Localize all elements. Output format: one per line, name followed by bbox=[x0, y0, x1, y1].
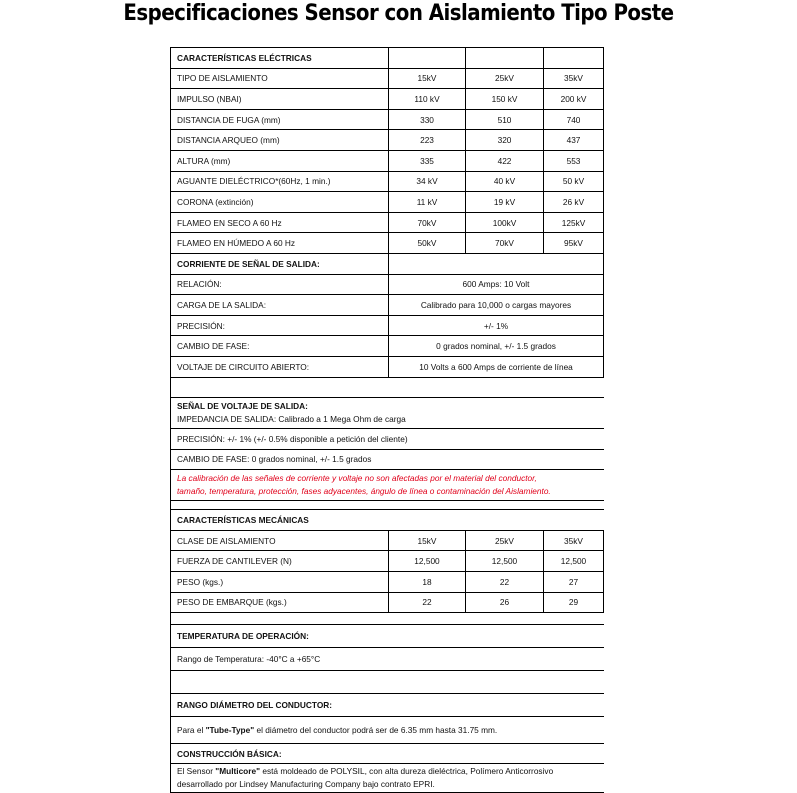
row-label: DISTANCIA DE FUGA (mm) bbox=[171, 109, 389, 130]
value-15kv: 330 bbox=[389, 109, 466, 130]
specifications-table bbox=[170, 47, 604, 793]
value-35kv: 125kV bbox=[544, 212, 604, 233]
electrical-row bbox=[171, 89, 604, 110]
voltage-phase-row bbox=[171, 449, 604, 470]
construction-header-row bbox=[171, 744, 604, 764]
row-value: 10 Volts a 600 Amps de corriente de línea bbox=[389, 356, 604, 377]
voltage-precision-row bbox=[171, 429, 604, 450]
value-25kv: 19 kV bbox=[466, 192, 544, 213]
current-signal-row bbox=[171, 356, 604, 377]
value-25kv: 26 bbox=[466, 592, 544, 613]
calibration-note-line2: tamaño, temperatura, protección, fases adyacentes, ángulo de línea o contaminación del Aislamiento. bbox=[177, 486, 551, 497]
mechanical-row bbox=[171, 592, 604, 613]
voltage-phase: CAMBIO DE FASE: 0 grados nominal, +/- 1.5 grados bbox=[171, 449, 604, 470]
temperature-range-row bbox=[171, 648, 604, 671]
value-15kv: 223 bbox=[389, 130, 466, 151]
row-label: FLAMEO EN HÚMEDO A 60 Hz bbox=[171, 233, 389, 254]
construction-text: El Sensor "Multicore" está moldeado de POLYSIL, con alta dureza dieléctrica, Polímero Anticorrosivo desarrollado por Lindsey Manufacturing Company bajo contrato EPRI. bbox=[171, 764, 604, 793]
value-15kv: 12,500 bbox=[389, 551, 466, 572]
current-signal-row bbox=[171, 315, 604, 336]
row-label: CAMBIO DE FASE: bbox=[171, 336, 389, 357]
current-signal-row bbox=[171, 336, 604, 357]
temperature-header-row bbox=[171, 625, 604, 648]
current-signal-row bbox=[171, 274, 604, 295]
value-25kv: 510 bbox=[466, 109, 544, 130]
value-25kv: 25kV bbox=[466, 530, 544, 551]
mechanical-row bbox=[171, 551, 604, 572]
row-value: 0 grados nominal, +/- 1.5 grados bbox=[389, 336, 604, 357]
value-35kv: 29 bbox=[544, 592, 604, 613]
row-label: FUERZA DE CANTILEVER (N) bbox=[171, 551, 389, 572]
mechanical-header-row bbox=[171, 510, 604, 531]
value-35kv: 740 bbox=[544, 109, 604, 130]
electrical-row bbox=[171, 150, 604, 171]
mechanical-rows bbox=[171, 530, 604, 612]
construction-text-row bbox=[171, 764, 604, 793]
value-25kv: 25kV bbox=[466, 68, 544, 89]
value-15kv: 15kV bbox=[389, 530, 466, 551]
value-15kv: 11 kV bbox=[389, 192, 466, 213]
row-label: PESO (kgs.) bbox=[171, 572, 389, 593]
conductor-text: Para el "Tube-Type" el diámetro del conductor podrá ser de 6.35 mm hasta 31.75 mm. bbox=[171, 717, 604, 744]
value-25kv: 150 kV bbox=[466, 89, 544, 110]
mechanical-row bbox=[171, 572, 604, 593]
mechanical-row bbox=[171, 530, 604, 551]
electrical-row bbox=[171, 233, 604, 254]
row-value: +/- 1% bbox=[389, 315, 604, 336]
electrical-row bbox=[171, 192, 604, 213]
value-35kv: 26 kV bbox=[544, 192, 604, 213]
calibration-note-line1: La calibración de las señales de corriente y voltaje no son afectadas por el material del conductor, bbox=[177, 473, 537, 484]
conductor-text-row bbox=[171, 717, 604, 744]
electrical-row bbox=[171, 130, 604, 151]
row-label: TIPO DE AISLAMIENTO bbox=[171, 68, 389, 89]
spacer-row bbox=[171, 613, 604, 625]
value-35kv: 12,500 bbox=[544, 551, 604, 572]
value-35kv: 95kV bbox=[544, 233, 604, 254]
section-header: CARACTERÍSTICAS MECÁNICAS bbox=[171, 510, 604, 531]
row-label: PRECISIÓN: bbox=[171, 315, 389, 336]
spacer-row bbox=[171, 671, 604, 694]
electrical-row bbox=[171, 68, 604, 89]
section-header: RANGO DIÁMETRO DEL CONDUCTOR: bbox=[171, 694, 604, 717]
spacer-row bbox=[171, 501, 604, 510]
value-25kv: 422 bbox=[466, 150, 544, 171]
current-signal-header-row bbox=[171, 253, 604, 274]
row-value: Calibrado para 10,000 o cargas mayores bbox=[389, 295, 604, 316]
section-header: CARACTERÍSTICAS ELÉCTRICAS bbox=[171, 48, 389, 69]
conductor-header-row bbox=[171, 694, 604, 717]
electrical-row bbox=[171, 109, 604, 130]
electrical-row bbox=[171, 212, 604, 233]
value-25kv: 320 bbox=[466, 130, 544, 151]
value-35kv: 35kV bbox=[544, 68, 604, 89]
value-35kv: 200 kV bbox=[544, 89, 604, 110]
value-35kv: 27 bbox=[544, 572, 604, 593]
row-label: IMPULSO (NBAI) bbox=[171, 89, 389, 110]
row-value: 600 Amps: 10 Volt bbox=[389, 274, 604, 295]
row-label: RELACIÓN: bbox=[171, 274, 389, 295]
impedance-text: IMPEDANCIA DE SALIDA: Calibrado a 1 Mega Ohm de carga bbox=[177, 414, 406, 425]
row-label: CORONA (extinción) bbox=[171, 192, 389, 213]
voltage-precision: PRECISIÓN: +/- 1% (+/- 0.5% disponible a petición del cliente) bbox=[171, 429, 604, 450]
electrical-header-row bbox=[171, 48, 604, 69]
row-label: PESO DE EMBARQUE (kgs.) bbox=[171, 592, 389, 613]
current-signal-row bbox=[171, 295, 604, 316]
row-label: CARGA DE LA SALIDA: bbox=[171, 295, 389, 316]
row-label: FLAMEO EN SECO A 60 Hz bbox=[171, 212, 389, 233]
value-35kv: 35kV bbox=[544, 530, 604, 551]
value-35kv: 553 bbox=[544, 150, 604, 171]
value-25kv: 22 bbox=[466, 572, 544, 593]
tube-type-label: "Tube-Type" bbox=[205, 725, 255, 736]
value-35kv: 50 kV bbox=[544, 171, 604, 192]
value-15kv: 70kV bbox=[389, 212, 466, 233]
value-35kv: 437 bbox=[544, 130, 604, 151]
section-header: CONSTRUCCIÓN BÁSICA: bbox=[171, 744, 604, 764]
section-header: SEÑAL DE VOLTAJE DE SALIDA: bbox=[177, 401, 308, 412]
value-15kv: 22 bbox=[389, 592, 466, 613]
value-25kv: 40 kV bbox=[466, 171, 544, 192]
value-15kv: 15kV bbox=[389, 68, 466, 89]
row-label: VOLTAJE DE CIRCUITO ABIERTO: bbox=[171, 356, 389, 377]
value-25kv: 70kV bbox=[466, 233, 544, 254]
value-15kv: 110 kV bbox=[389, 89, 466, 110]
spacer-row bbox=[171, 377, 604, 398]
current-signal-rows bbox=[171, 274, 604, 377]
value-25kv: 12,500 bbox=[466, 551, 544, 572]
row-label: CLASE DE AISLAMIENTO bbox=[171, 530, 389, 551]
voltage-signal-header-row bbox=[171, 398, 604, 429]
calibration-note-row bbox=[171, 470, 604, 501]
page-title: Especificaciones Sensor con Aislamiento Tipo Poste bbox=[123, 1, 674, 26]
value-15kv: 34 kV bbox=[389, 171, 466, 192]
value-15kv: 50kV bbox=[389, 233, 466, 254]
row-label: AGUANTE DIELÉCTRICO*(60Hz, 1 min.) bbox=[171, 171, 389, 192]
section-header: TEMPERATURA DE OPERACIÓN: bbox=[171, 625, 604, 648]
multicore-label: "Multicore" bbox=[215, 766, 261, 777]
row-label: DISTANCIA ARQUEO (mm) bbox=[171, 130, 389, 151]
electrical-rows bbox=[171, 68, 604, 253]
row-label: ALTURA (mm) bbox=[171, 150, 389, 171]
electrical-row bbox=[171, 171, 604, 192]
section-header: CORRIENTE DE SEÑAL DE SALIDA: bbox=[171, 253, 389, 274]
value-25kv: 100kV bbox=[466, 212, 544, 233]
value-15kv: 335 bbox=[389, 150, 466, 171]
temperature-range: Rango de Temperatura: -40°C a +65°C bbox=[171, 648, 604, 671]
value-15kv: 18 bbox=[389, 572, 466, 593]
